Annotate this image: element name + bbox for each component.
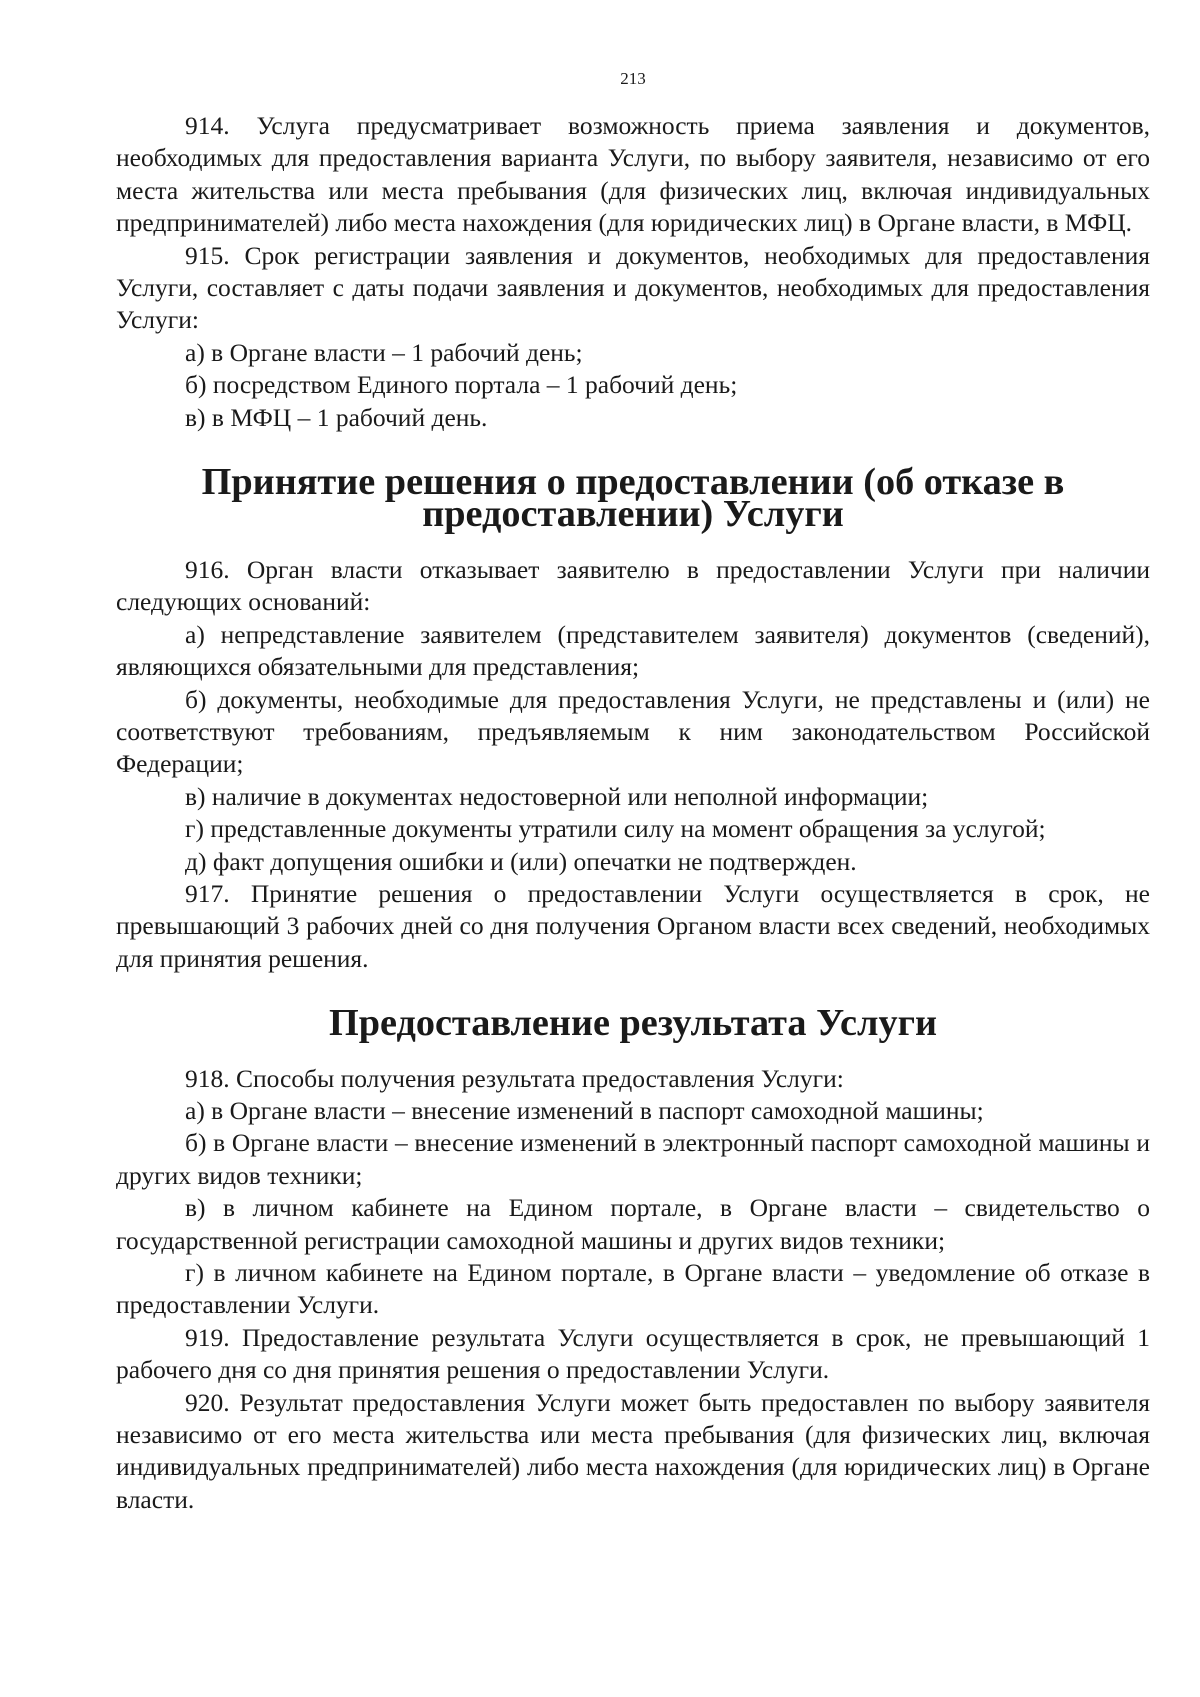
paragraph-914: 914. Услуга предусматривает возможность приема заявления и документов, необходимых для предоставления варианта Услуги, по выбору заявителя, независимо от его места жительства или места пребывания (для физических лиц, включая индивидуальных предпринимателей) либо места нахождения (для юридических лиц) в Органе власти, в МФЦ.: [116, 111, 1150, 238]
list-item-916-g: г) представленные документы утратили силу на момент обращения за услугой;: [185, 814, 1046, 844]
list-item-915-v: в) в МФЦ – 1 рабочий день.: [185, 402, 488, 432]
list-item-916-a: а) непредставление заявителем (представителем заявителя) документов (сведений), являющихся обязательными для представления;: [116, 619, 1150, 682]
list-item-915-a: а) в Органе власти – 1 рабочий день;: [185, 337, 583, 367]
paragraph-917: 917. Принятие решения о предоставлении Услуги осуществляется в срок, не превышающий 3 рабочих дней со дня получения Органом власти всех сведений, необходимых для принятия решения.: [116, 878, 1150, 973]
page-number: 213: [620, 69, 646, 88]
list-item-916-v: в) наличие в документах недостоверной или неполной информации;: [185, 781, 929, 811]
list-item-918-g: г) в личном кабинете на Едином портале, в Органе власти – уведомление об отказе в предоставлении Услуги.: [116, 1258, 1150, 1320]
list-item-918-v: в) в личном кабинете на Едином портале, в Органе власти – свидетельство о государственной регистрации самоходной машины и других видов техники;: [116, 1193, 1150, 1255]
paragraph-919: 919. Предоставление результата Услуги осуществляется в срок, не превышающий 1 рабочего дня со дня принятия решения о предоставлении Услуги.: [116, 1322, 1150, 1385]
list-item-916-b: б) документы, необходимые для предоставления Услуги, не представлены и (или) не соответствуют требованиям, предъявляемым к ним законодательством Российской Федерации;: [116, 684, 1150, 779]
list-item-915-b: б) посредством Единого портала – 1 рабочий день;: [185, 370, 738, 400]
paragraph-915: 915. Срок регистрации заявления и документов, необходимых для предоставления Услуги, составляет с даты подачи заявления и документов, необходимых для предоставления Услуги:: [116, 240, 1150, 335]
section-heading-decision: Принятие решения о предоставлении (об отказе в предоставлении) Услуги: [201, 461, 1065, 536]
list-item-918-a: а) в Органе власти – внесение изменений в паспорт самоходной машины;: [185, 1095, 984, 1125]
paragraph-918: 918. Способы получения результата предоставления Услуги:: [185, 1063, 844, 1093]
section-heading-result: Предоставление результата Услуги: [328, 1002, 937, 1045]
paragraph-916: 916. Орган власти отказывает заявителю в предоставлении Услуги при наличии следующих оснований:: [116, 554, 1150, 617]
list-item-918-b: б) в Органе власти – внесение изменений в электронный паспорт самоходной машины и других видов техники;: [116, 1128, 1150, 1190]
document-page: [116, 68, 1150, 1516]
list-item-916-d: д) факт допущения ошибки и (или) опечатки не подтвержден.: [185, 846, 857, 876]
paragraph-920: 920. Результат предоставления Услуги может быть предоставлен по выбору заявителя независимо от его места жительства или места пребывания (для физических лиц, включая индивидуальных предпринимателей) либо места нахождения (для юридических лиц) в Органе власти.: [116, 1387, 1150, 1514]
